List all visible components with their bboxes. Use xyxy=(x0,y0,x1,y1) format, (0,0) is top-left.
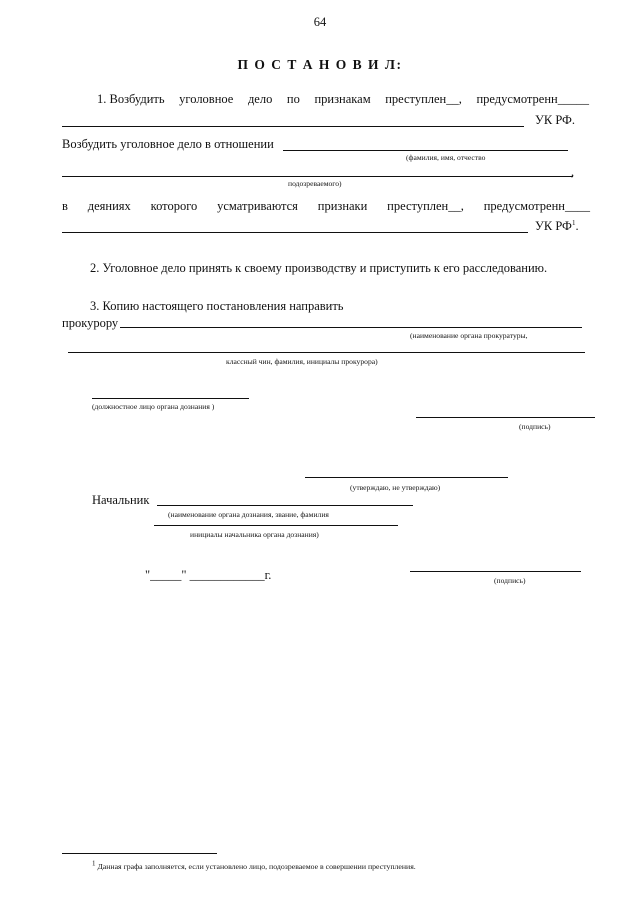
footnote xyxy=(92,859,416,871)
signature-hint-2: (подпись) xyxy=(494,576,526,585)
uk-rf-label: УК РФ. xyxy=(535,113,576,127)
footnote-separator xyxy=(62,853,217,854)
p3-word: в xyxy=(62,199,68,213)
footnote-text: Данная графа заполняется, если установлено лицо, подозреваемое в совершении преступления. xyxy=(97,862,416,871)
p1-word: предусмотренн_____ xyxy=(476,92,589,106)
prokuror-label: прокурору xyxy=(62,316,119,330)
page-number: 64 xyxy=(313,15,327,29)
p3-word: предусмотренн____ xyxy=(483,199,590,213)
fill-line-article-2 xyxy=(62,232,528,233)
p3-word: которого xyxy=(150,199,198,213)
hint-chief-line1: (наименование органа дознания, звание, фамилия xyxy=(168,510,329,519)
comma: , xyxy=(571,165,575,179)
chief-label: Начальник xyxy=(92,493,150,507)
paragraph-1-line xyxy=(97,92,589,106)
footnote-mark: 1 xyxy=(92,859,96,868)
signature-line-1 xyxy=(416,417,595,418)
fill-line-prokuror xyxy=(120,327,582,328)
fill-line-approve xyxy=(305,477,508,478)
p1-word: уголовное xyxy=(179,92,234,106)
footnote-ref: 1 xyxy=(571,218,576,227)
p1-word: дело xyxy=(247,92,273,106)
signature-line-2 xyxy=(410,571,581,572)
p1-word: по xyxy=(286,92,300,106)
uk-rf-footnoted: УК $РФ^1$. xyxy=(535,218,579,233)
fill-line-official xyxy=(92,398,249,399)
hint-suspect: подозреваемого) xyxy=(288,179,342,188)
p1-word: 1. Возбудить xyxy=(97,92,165,106)
paragraph-4-text: 2. Уголовное дело принять к своему производству и приступить к его расследованию. xyxy=(90,261,548,275)
fill-line-prokuror-cont xyxy=(68,352,585,353)
p3-word: деяниях xyxy=(87,199,131,213)
fill-line-chief-cont xyxy=(154,525,398,526)
fill-line-fio-cont xyxy=(62,176,573,177)
paragraph-3-line xyxy=(62,199,590,213)
fill-line-fio xyxy=(283,150,568,151)
paragraph-5-text: 3. Копию настоящего постановления направить xyxy=(90,299,344,313)
date-template: "_____" ____________г. xyxy=(145,568,272,582)
fill-line-chief xyxy=(157,505,413,506)
hint-approve: (утверждаю, не утверждаю) xyxy=(350,483,441,492)
signature-hint-1: (подпись) xyxy=(519,422,551,431)
p3-word: усматриваются xyxy=(217,199,298,213)
hint-prokuratura: (наименование органа прокуратуры, xyxy=(410,331,528,340)
fill-line-article xyxy=(62,126,524,127)
document-heading: П О С Т А Н О В И Л: xyxy=(237,57,403,72)
hint-class-rank: классный чин, фамилия, инициалы прокурора) xyxy=(226,357,378,366)
p3-word: признаки xyxy=(317,199,368,213)
p3-word: преступлен__, xyxy=(387,199,464,213)
hint-fio: (фамилия, имя, отчество xyxy=(406,153,486,162)
p1-word: признакам xyxy=(314,92,371,106)
p1-word: преступлен__, xyxy=(385,92,462,106)
hint-chief-line2: инициалы начальника органа дознания) xyxy=(190,530,319,539)
paragraph-2-text: Возбудить уголовное дело в отношении xyxy=(62,137,274,151)
hint-official: (должностное лицо органа дознания ) xyxy=(92,402,215,411)
